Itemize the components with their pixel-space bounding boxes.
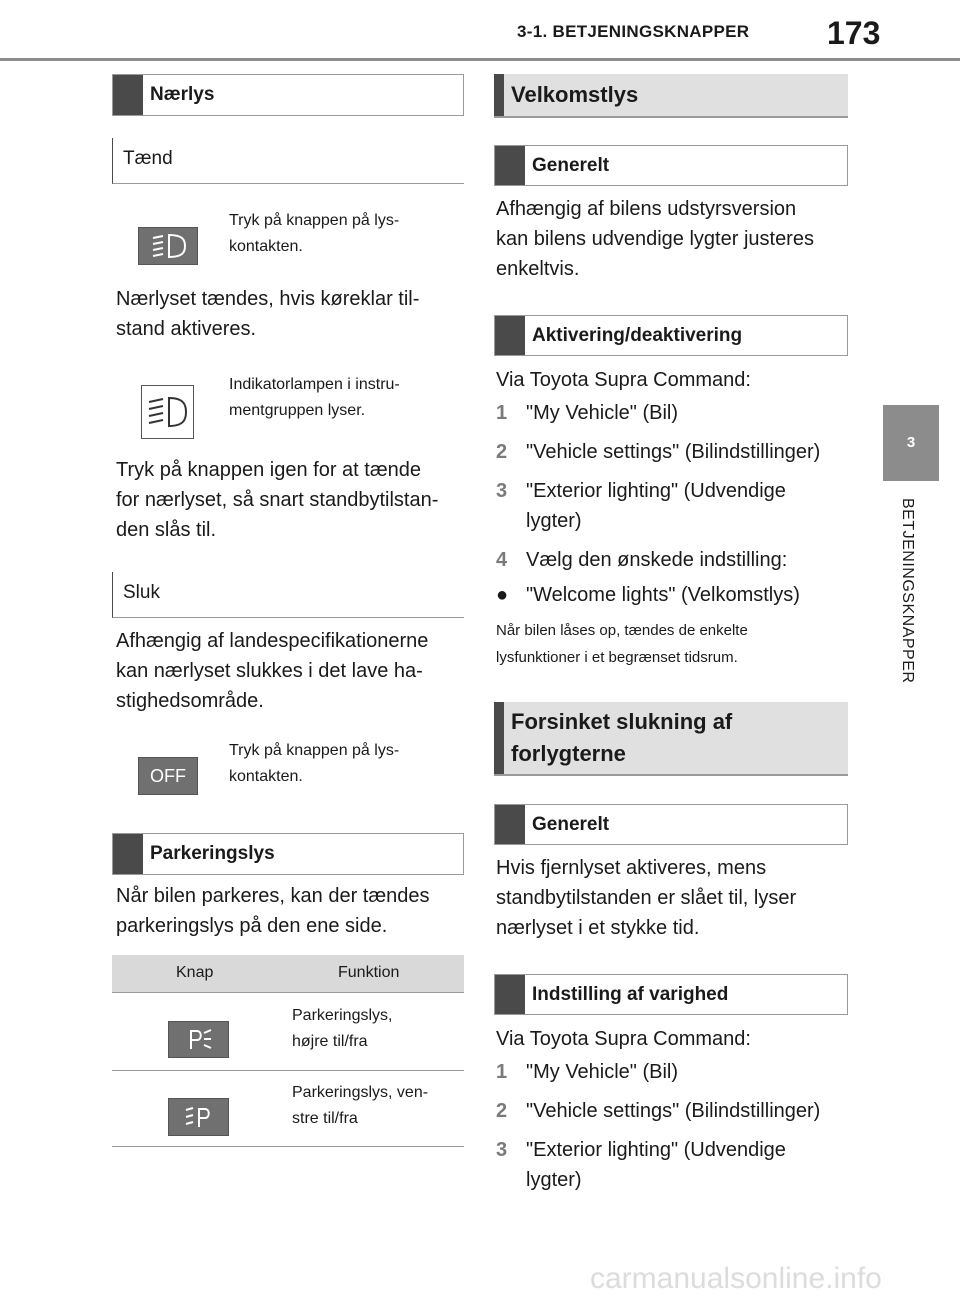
subheading-taend [112, 138, 464, 184]
low-beam-indicator-box [141, 385, 194, 439]
heading-parkeringslys [112, 833, 464, 875]
heading-generelt-1 [494, 145, 848, 186]
table-row-divider [112, 1070, 464, 1071]
low-beam-icon [139, 228, 197, 264]
subheading-taend-text: Tænd [123, 148, 173, 169]
heading-aktivering [494, 315, 848, 356]
paragraph-generelt-2: Hvis fjernlyset aktiveres, mens standbytilstanden er slået til, lyser nærlyset i et stykke tid. [496, 857, 797, 939]
table-row1-function: Parkeringslys, højre til/fra [292, 1007, 393, 1050]
bullet-welcome-lights: ● "Welcome lights" (Velkomstlys) [496, 584, 800, 606]
parking-right-button [168, 1021, 229, 1058]
table-col-funktion: Funktion [338, 964, 400, 981]
steps-list-2: 1 "My Vehicle" (Bil) 2 "Vehicle settings" (Bilindstillinger) 3 "Exterior lighting" (Udvendige lygter) [496, 1061, 821, 1191]
heading-generelt-2 [494, 804, 848, 845]
heading-generelt-2-text: Generelt [532, 813, 610, 835]
parking-light-left-icon [169, 1099, 228, 1135]
table-bottom-rule [112, 1146, 464, 1147]
chapter-tab: 3 [883, 405, 939, 481]
heading-forsinket [494, 702, 848, 776]
heading-forsinket-text: Forsinket slukning af forlygterne [511, 709, 733, 766]
paragraph-landespec: Afhængig af landespecifikationerne kan nærlyset slukkes i det lave ha- stighedsområde. [116, 630, 429, 712]
off-instruction: Tryk på knappen på lys- kontakten. [229, 742, 400, 785]
parking-left-button [168, 1098, 229, 1136]
heading-parkeringslys-text: Parkeringslys [150, 843, 275, 864]
heading-naerlys [112, 74, 464, 116]
paragraph-standby: Tryk på knappen igen for at tænde for nærlyset, så snart standbytilstan- den slås til. [116, 459, 439, 541]
paragraph-parkering: Når bilen parkeres, kan der tændes parkeringslys på den ene side. [116, 885, 430, 937]
low-beam-button-icon [138, 227, 198, 265]
low-beam-indicator-icon [142, 386, 193, 438]
heading-naerlys-text: Nærlys [150, 84, 215, 105]
paragraph-generelt-1: Afhængig af bilens udstyrsversion kan bilens udvendige lygter justeres enkeltvis. [496, 198, 814, 280]
table-col-knap: Knap [176, 964, 214, 981]
watermark: carmanualsonline.info [590, 1262, 882, 1295]
subheading-sluk-text: Sluk [123, 582, 160, 603]
heading-aktivering-text: Aktivering/deaktivering [532, 324, 743, 346]
off-button-icon: OFF [138, 757, 198, 795]
parking-light-right-icon [169, 1022, 228, 1057]
chapter-label: BETJENINGSKNAPPER [899, 498, 916, 684]
heading-generelt-1-text: Generelt [532, 154, 610, 176]
section-title: 3-1. BETJENINGSKNAPPER [517, 22, 750, 41]
heading-velkomstlys-text: Velkomstlys [511, 82, 639, 107]
heading-indstilling-text: Indstilling af varighed [532, 983, 729, 1005]
steps-list-1: 1 "My Vehicle" (Bil) 2 "Vehicle settings" (Bilindstillinger) 3 "Exterior lighting" (Udvendige lygter) 4 Vælg den ønskede indstilling: [496, 402, 821, 571]
heading-velkomstlys [494, 74, 848, 118]
via-command-1: Via Toyota Supra Command: [496, 369, 751, 391]
indicator-text: Indikatorlampen i instru- mentgruppen lyser. [229, 376, 400, 419]
table-header [112, 955, 464, 993]
paragraph-naerlys-on: Nærlyset tændes, hvis køreklar til- stand aktiveres. [116, 288, 420, 340]
note-welcome: Når bilen låses op, tændes de enkelte lysfunktioner i et begrænset tidsrum. [496, 622, 748, 666]
via-command-2: Via Toyota Supra Command: [496, 1028, 751, 1050]
table-row2-function: Parkeringslys, ven- stre til/fra [292, 1084, 429, 1127]
header-rule [0, 58, 960, 61]
subheading-sluk [112, 572, 464, 618]
taend-instruction: Tryk på knappen på lys- kontakten. [229, 212, 400, 255]
page-number: 173 [827, 15, 881, 51]
heading-indstilling [494, 974, 848, 1015]
